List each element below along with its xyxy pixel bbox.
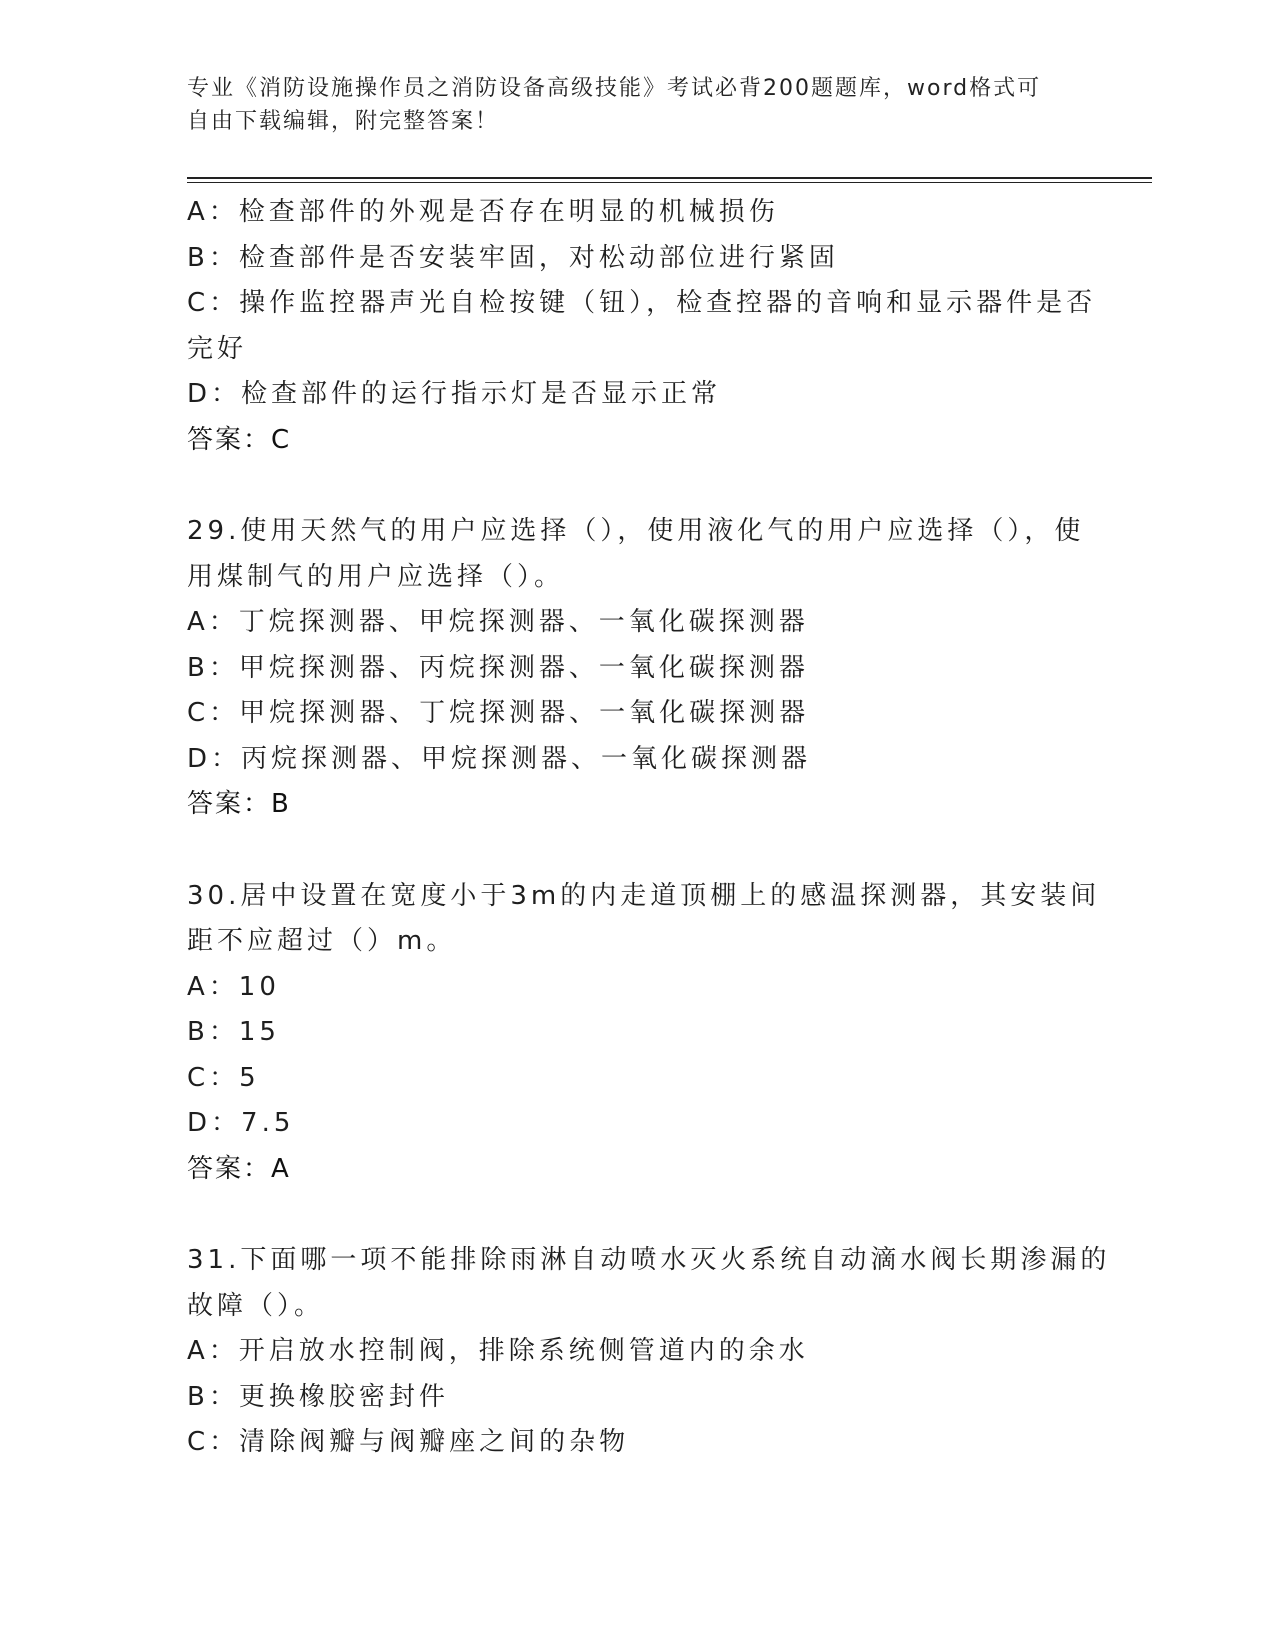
question-31-stem-line-1: 31.下面哪一项不能排除雨淋自动喷水灭火系统自动滴水阀长期渗漏的 (187, 1245, 1111, 1275)
question-31-option-b: B：更换橡胶密封件 (187, 1381, 449, 1412)
header-divider-thick (187, 177, 1152, 179)
question-31-stem-line-2: 故障（）。 (187, 1290, 325, 1321)
question-30-option-b: B：15 (187, 1017, 280, 1047)
question-list (187, 190, 1111, 1466)
question-30-stem-line-1: 30.居中设置在宽度小于3m的内走道顶棚上的感温探测器，其安装间 (187, 880, 1101, 911)
document-header (187, 72, 1067, 138)
header-title-line-2: 自由下载编辑，附完整答案！ (187, 109, 500, 134)
question-28-option-c-continued: 完好 (187, 333, 248, 364)
question-28-option-a: A：检查部件的外观是否存在明显的机械损伤 (187, 197, 779, 227)
question-spacer (187, 828, 1067, 874)
question-29-answer: 答案：B (187, 789, 291, 819)
question-29-stem-line-2: 用煤制气的用户应选择（）。 (187, 561, 565, 592)
question-29-option-c: C：甲烷探测器、丁烷探测器、一氧化碳探测器 (187, 698, 810, 728)
header-divider-thin (187, 182, 1152, 183)
question-30-option-c: C：5 (187, 1062, 260, 1093)
question-29-option-b: B：甲烷探测器、丙烷探测器、一氧化碳探测器 (187, 652, 809, 683)
question-28-option-b: B：检查部件是否安装牢固，对松动部位进行紧固 (187, 242, 839, 273)
question-28-answer: 答案：C (187, 424, 292, 455)
question-29-option-d: D：丙烷探测器、甲烷探测器、一氧化碳探测器 (187, 743, 812, 774)
question-31-option-a: A：开启放水控制阀，排除系统侧管道内的余水 (187, 1336, 809, 1366)
question-29 (187, 509, 1085, 828)
question-30-stem-line-2: 距不应超过（）m。 (187, 926, 457, 956)
question-28-option-c: C：操作监控器声光自检按键（钮），检查控器的音响和显示器件是否 (187, 288, 1097, 318)
question-31-option-c: C：清除阀瓣与阀瓣座之间的杂物 (187, 1427, 630, 1457)
question-30-answer: 答案：A (187, 1153, 291, 1184)
question-29-option-a: A：丁烷探测器、甲烷探测器、一氧化碳探测器 (187, 607, 809, 637)
question-31 (187, 1238, 1111, 1466)
question-spacer (187, 1192, 1067, 1238)
question-30-option-d: D：7.5 (187, 1108, 295, 1138)
question-28-option-d: D：检查部件的运行指示灯是否显示正常 (187, 379, 722, 409)
question-30-option-a: A：10 (187, 971, 280, 1002)
header-title-line-1: 专业《消防设施操作员之消防设备高级技能》考试必背200题题库，word格式可 (187, 76, 1042, 101)
question-spacer (187, 463, 1067, 509)
question-29-stem-line-1: 29.使用天然气的用户应选择（），使用液化气的用户应选择（），使 (187, 516, 1085, 546)
question-28 (187, 190, 1097, 463)
question-30 (187, 874, 1101, 1193)
